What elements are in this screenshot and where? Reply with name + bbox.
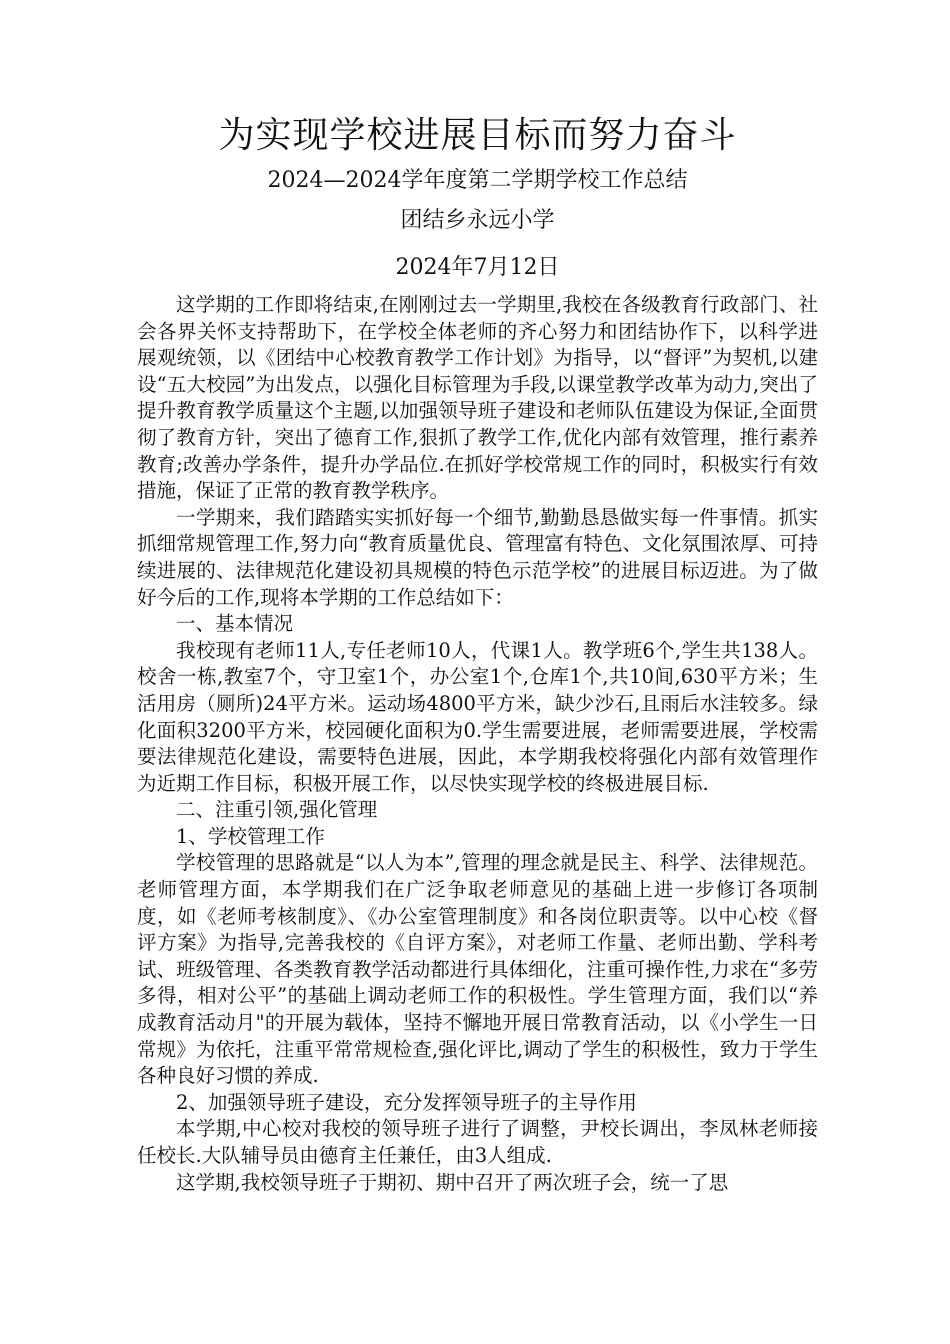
section-heading: 二、注重引领,强化管理 (176, 798, 378, 822)
subsection-heading: 2、加强领导班子建设，充分发挥领导班子的主导作用 (176, 1090, 637, 1114)
paragraph: 这学期,我校领导班子于期初、期中召开了两次班子会，统一了思 (176, 1170, 729, 1194)
document-title: 为实现学校进展目标而努力奋斗 (218, 115, 737, 156)
organization-name: 团结乡永远小学 (400, 208, 555, 233)
document-subtitle: 2024—2024学年度第二学期学校工作总结 (267, 168, 688, 193)
paragraph: 本学期,中心校对我校的领导班子进行了调整，尹校长调出，李凤林老师接任校长.大队辅导员由德育主任兼任，由3人组成. (137, 1117, 818, 1167)
paragraph: 一学期来，我们踏踏实实抓好每一个细节,勤勤恳恳做实每一件事情。抓实抓细常规管理工作,努力向“教育质量优良、管理富有特色、文化氛围浓厚、可持续进展的、法律规范化建设初具规模的特色示范学校”的进展目标迈进。为了做好今后的工作,现将本学期的工作总结如下： (137, 505, 818, 609)
section-heading: 一、基本情况 (176, 612, 294, 636)
paragraph: 这学期的工作即将结束,在刚刚过去一学期里,我校在各级教育行政部门、社会各界关怀支持帮助下，在学校全体老师的齐心努力和团结协作下，以科学进展观统领，以《团结中心校教育教学工作计划》为指导，以“督评”为契机,以建设“五大校园”为出发点，以强化目标管理为手段,以课堂教学改革为动力,突出了提升教育教学质量这个主题,以加强领导班子建设和老师队伍建设为保证,全面贯彻了教育方针，突出了德育工作,狠抓了教学工作,优化内部有效管理，推行素养教育;改善办学条件，提升办学品位.在抓好学校常规工作的同时，积极实行有效措施，保证了正常的教育教学秩序。 (137, 293, 818, 503)
subsection-heading: 1、学校管理工作 (176, 824, 325, 848)
document-date: 2024年7月12日 (395, 255, 560, 280)
paragraph: 我校现有老师11人,专任老师10人，代课1人。教学班6个,学生共138人。校舍一栋,教室7个，守卫室1个，办公室1个,仓库1个,共10间,630平方米；生活用房（厕所)24平方米。运动场4800平方米，缺少沙石,且雨后水洼较多。绿化面积3200平方米，校园硬化面积为0.学生需要进展，老师需要进展，学校需要法律规范化建设，需要特色进展，因此，本学期我校将强化内部有效管理作为近期工作目标，积极开展工作，以尽快实现学校的终极进展目标. (137, 638, 818, 795)
document-body (137, 292, 818, 1196)
paragraph: 学校管理的思路就是“以人为本”,管理的理念就是民主、科学、法律规范。老师管理方面，本学期我们在广泛争取老师意见的基础上进一步修订各项制度，如《老师考核制度》、《办公室管理制度》和各岗位职责等。以中心校《督评方案》为指导,完善我校的《自评方案》，对老师工作量、老师出勤、学科考试、班级管理、各类教育教学活动都进行具体细化，注重可操作性,力求在“多劳多得，相对公平”的基础上调动老师工作的积极性。学生管理方面，我们以“养成教育活动月"的开展为载体，坚持不懈地开展日常教育活动，以《小学生一日常规》为依托，注重平常常规检查,强化评比,调动了学生的积极性，致力于学生各种良好习惯的养成. (137, 851, 818, 1088)
